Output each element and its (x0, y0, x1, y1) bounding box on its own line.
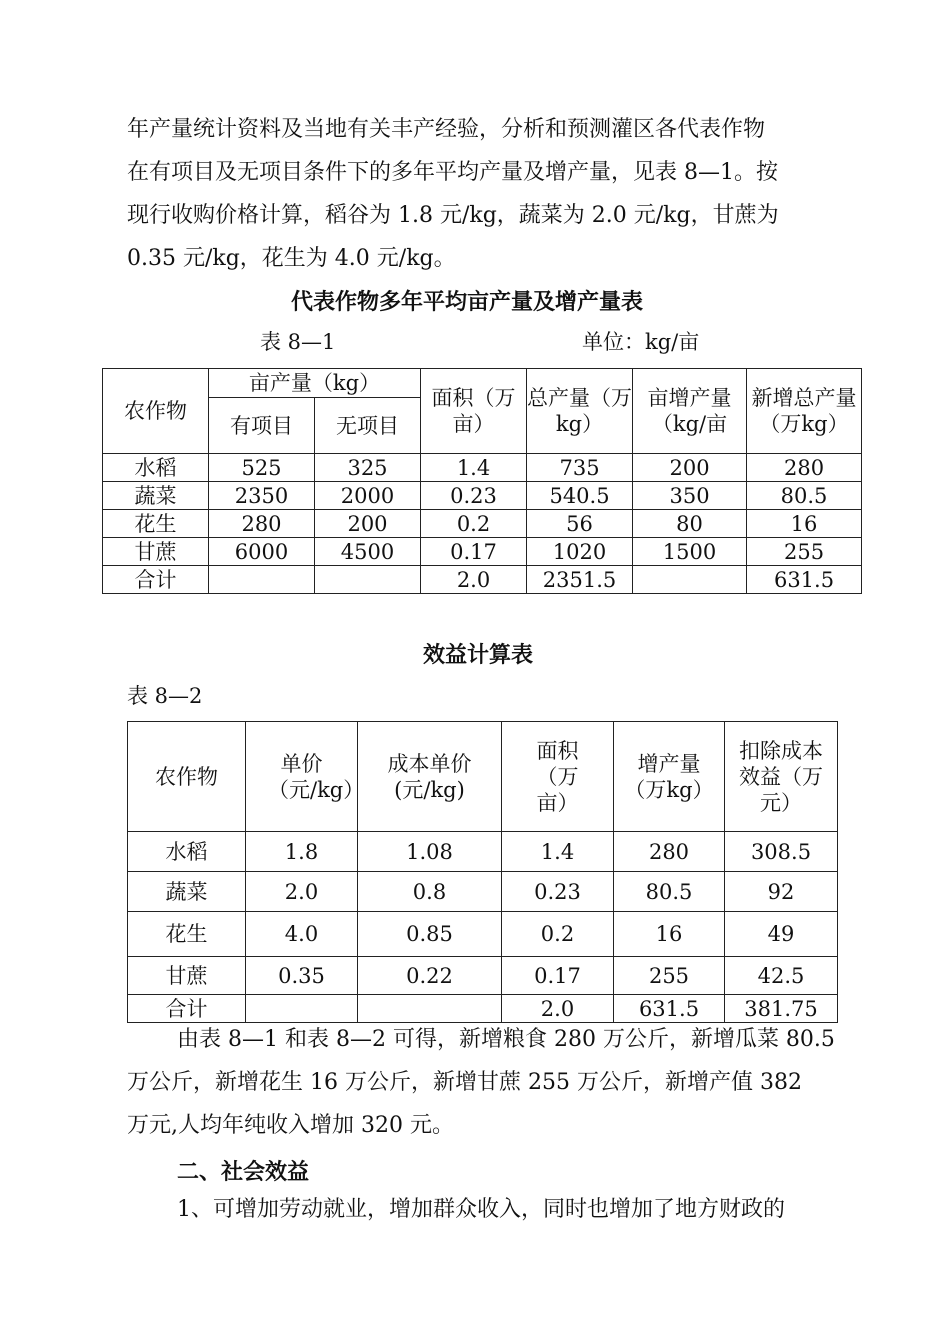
table-cell: 蔬菜 (128, 872, 246, 912)
table1-label: 表 8—1 (260, 330, 336, 354)
table-row (103, 510, 862, 538)
table-row (103, 454, 862, 482)
table-cell: 2351.5 (527, 566, 633, 594)
table-cell: 甘蔗 (103, 538, 209, 566)
table-cell: 6000 (209, 538, 315, 566)
table2-label: 表 8—2 (127, 684, 203, 708)
table-cell (633, 566, 747, 594)
header-increase: 增产量（万kg） (614, 722, 725, 832)
table-cell: 合计 (128, 995, 246, 1023)
table2 (127, 721, 838, 1023)
table-cell: 56 (527, 510, 633, 538)
table-cell: 1.8 (246, 832, 358, 872)
section2-item1 (177, 1188, 857, 1231)
table-cell: 255 (614, 957, 725, 995)
table-row-total (103, 566, 862, 594)
table-cell: 325 (315, 454, 421, 482)
table-cell: 92 (725, 872, 838, 912)
table-cell: 631.5 (747, 566, 862, 594)
intro-line: 现行收购价格计算，稻谷为 1.8 元/kg，蔬菜为 2.0 元/kg，甘蔗为 (127, 203, 779, 228)
table-cell (315, 566, 421, 594)
header-area: 面积（万亩） (421, 369, 527, 454)
summary-paragraph (127, 1018, 837, 1148)
table-cell: 0.8 (358, 872, 502, 912)
table-cell: 0.2 (421, 510, 527, 538)
table-cell: 540.5 (527, 482, 633, 510)
table-cell: 1.4 (421, 454, 527, 482)
table-cell: 0.85 (358, 912, 502, 957)
table-cell: 蔬菜 (103, 482, 209, 510)
table-cell: 280 (747, 454, 862, 482)
table-row (128, 872, 838, 912)
table-cell: 2.0 (421, 566, 527, 594)
table-row (128, 912, 838, 957)
header-cost: 成本单价(元/kg) (358, 722, 502, 832)
table1-unit: 单位：kg/亩 (582, 330, 700, 354)
table-row (103, 538, 862, 566)
summary-line: 由表 8—1 和表 8—2 可得，新增粮食 280 万公斤，新增瓜菜 80.5 (177, 1027, 835, 1052)
table-cell: 735 (527, 454, 633, 482)
table-cell: 80.5 (614, 872, 725, 912)
section2-title: 二、社会效益 (177, 1160, 310, 1185)
table-cell (209, 566, 315, 594)
table-cell: 16 (614, 912, 725, 957)
summary-line: 万公斤，新增花生 16 万公斤，新增甘蔗 255 万公斤，新增产值 382 (127, 1070, 802, 1095)
table-cell: 16 (747, 510, 862, 538)
table-cell: 4500 (315, 538, 421, 566)
table-cell: 2000 (315, 482, 421, 510)
table-cell: 280 (614, 832, 725, 872)
section2-item1-text: 1、可增加劳动就业，增加群众收入，同时也增加了地方财政的 (177, 1197, 785, 1222)
table-cell: 花生 (128, 912, 246, 957)
header-yield: 亩产量（kg） (209, 369, 421, 398)
table-cell: 1.4 (502, 832, 614, 872)
table-cell: 0.35 (246, 957, 358, 995)
table-cell: 1500 (633, 538, 747, 566)
header-without-project: 无项目 (315, 398, 421, 454)
table-cell: 350 (633, 482, 747, 510)
table-cell: 381.75 (725, 995, 838, 1023)
table-cell: 2.0 (246, 872, 358, 912)
header-crop: 农作物 (128, 722, 246, 832)
header-total: 总产量（万kg） (527, 369, 633, 454)
table-cell: 42.5 (725, 957, 838, 995)
table-cell: 80.5 (747, 482, 862, 510)
table-cell: 631.5 (614, 995, 725, 1023)
table-cell: 1020 (527, 538, 633, 566)
table-cell: 1.08 (358, 832, 502, 872)
header-price: 单价（元/kg） (246, 722, 358, 832)
table-cell: 200 (315, 510, 421, 538)
table-cell: 49 (725, 912, 838, 957)
table-cell: 4.0 (246, 912, 358, 957)
table-cell: 花生 (103, 510, 209, 538)
table-cell: 2.0 (502, 995, 614, 1023)
table-cell: 200 (633, 454, 747, 482)
table-row (103, 482, 862, 510)
table-cell: 甘蔗 (128, 957, 246, 995)
table-cell: 0.23 (502, 872, 614, 912)
table-cell: 水稻 (128, 832, 246, 872)
table-cell: 280 (209, 510, 315, 538)
table-cell: 0.17 (502, 957, 614, 995)
table-row (128, 957, 838, 995)
header-with-project: 有项目 (209, 398, 315, 454)
table-row (128, 832, 838, 872)
header-area: 面积（万亩） (502, 722, 614, 832)
header-increase-per-mu: 亩增产量（kg/亩 (633, 369, 747, 454)
table-cell: 308.5 (725, 832, 838, 872)
table-cell: 80 (633, 510, 747, 538)
intro-line: 0.35 元/kg，花生为 4.0 元/kg。 (127, 246, 456, 271)
intro-line: 年产量统计资料及当地有关丰产经验，分析和预测灌区各代表作物 (127, 117, 766, 142)
table1 (102, 368, 862, 594)
table1-title: 代表作物多年平均亩产量及增产量表 (291, 290, 644, 315)
table-cell: 525 (209, 454, 315, 482)
summary-line: 万元,人均年纯收入增加 320 元。 (127, 1113, 454, 1138)
table2-title: 效益计算表 (423, 643, 534, 668)
intro-paragraph (127, 108, 837, 280)
table-cell: 2350 (209, 482, 315, 510)
table-cell: 0.23 (421, 482, 527, 510)
table-cell: 0.17 (421, 538, 527, 566)
intro-line: 在有项目及无项目条件下的多年平均产量及增产量，见表 8—1。按 (127, 160, 778, 185)
table-cell: 255 (747, 538, 862, 566)
table-cell: 0.22 (358, 957, 502, 995)
header-new-total: 新增总产量（万kg） (747, 369, 862, 454)
table-cell: 水稻 (103, 454, 209, 482)
table-cell: 0.2 (502, 912, 614, 957)
table-cell: 合计 (103, 566, 209, 594)
header-net-benefit: 扣除成本效益（万元） (725, 722, 838, 832)
header-crop: 农作物 (103, 369, 209, 454)
